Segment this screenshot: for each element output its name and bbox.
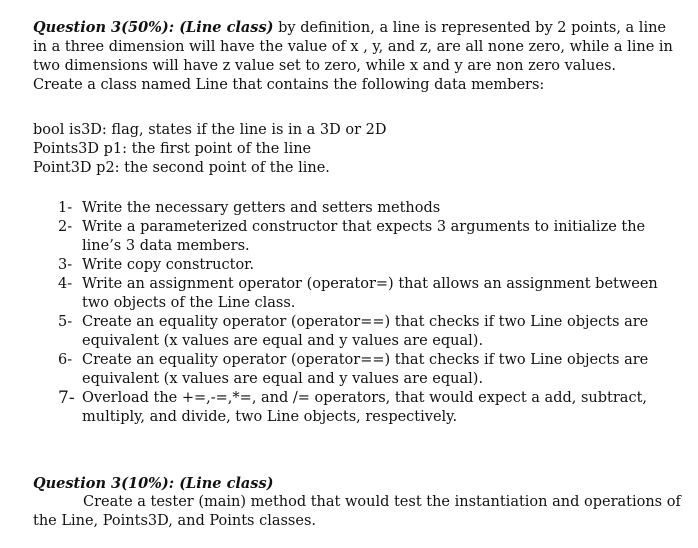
task-text: Write a parameterized constructor that expects 3 arguments to initialize the line’s 3 data members. <box>82 219 646 254</box>
task-number: 1- <box>58 200 73 216</box>
task-text: Create an equality operator (operator==) that checks if two Line objects are equivalent (x values are equal and y values are equal). <box>82 352 649 387</box>
task-item <box>58 199 683 218</box>
task-number: 5- <box>58 314 73 330</box>
task-text: Create an equality operator (operator==) that checks if two Line objects are equivalent (x values are equal and y values are equal). <box>82 314 649 349</box>
data-members-list <box>33 121 673 178</box>
task-text: Write the necessary getters and setters methods <box>82 200 441 216</box>
data-member: Points3D p1: the first point of the line <box>33 141 312 157</box>
question-1-heading: Question 3(50%): (Line class) <box>33 19 274 36</box>
task-text: Overload the +=,-=,*=, and /= operators, that would expect a add, subtract, multiply, and divide, two Line objects, respectively. <box>82 390 648 425</box>
question-2-heading: Question 3(10%): (Line class) <box>33 475 274 492</box>
task-item <box>58 256 683 275</box>
question-2 <box>33 474 683 531</box>
task-number: 6- <box>58 352 73 368</box>
data-member: bool is3D: flag, states if the line is in a 3D or 2D <box>33 122 387 138</box>
task-text: Write copy constructor. <box>82 257 255 273</box>
question-1-instruction: Create a class named Line that contains the following data members: <box>33 77 545 93</box>
question-1 <box>33 18 683 95</box>
task-number: 4- <box>58 276 73 292</box>
question-2-text: Create a tester (main) method that would test the instantiation and operations of the Line, Points3D, and Points classes. <box>33 494 681 529</box>
question-1-intro: by definition, a line is represented by 2 points, a line in a three dimension will have the value of x , y, and z, are all none zero, while a line in two dimensions will have z value set to zero, while x and y are non zero values. <box>33 20 673 74</box>
data-member: Point3D p2: the second point of the line. <box>33 160 330 176</box>
task-item <box>58 351 683 389</box>
task-item <box>58 389 683 427</box>
task-item <box>58 313 683 351</box>
task-item <box>58 218 683 256</box>
task-number: 7- <box>58 388 75 408</box>
task-text: Write an assignment operator (operator=) that allows an assignment between two objects of the Line class. <box>82 276 658 311</box>
task-number: 3- <box>58 257 73 273</box>
task-item <box>58 275 683 313</box>
task-list <box>58 199 683 427</box>
task-number: 2- <box>58 219 73 235</box>
